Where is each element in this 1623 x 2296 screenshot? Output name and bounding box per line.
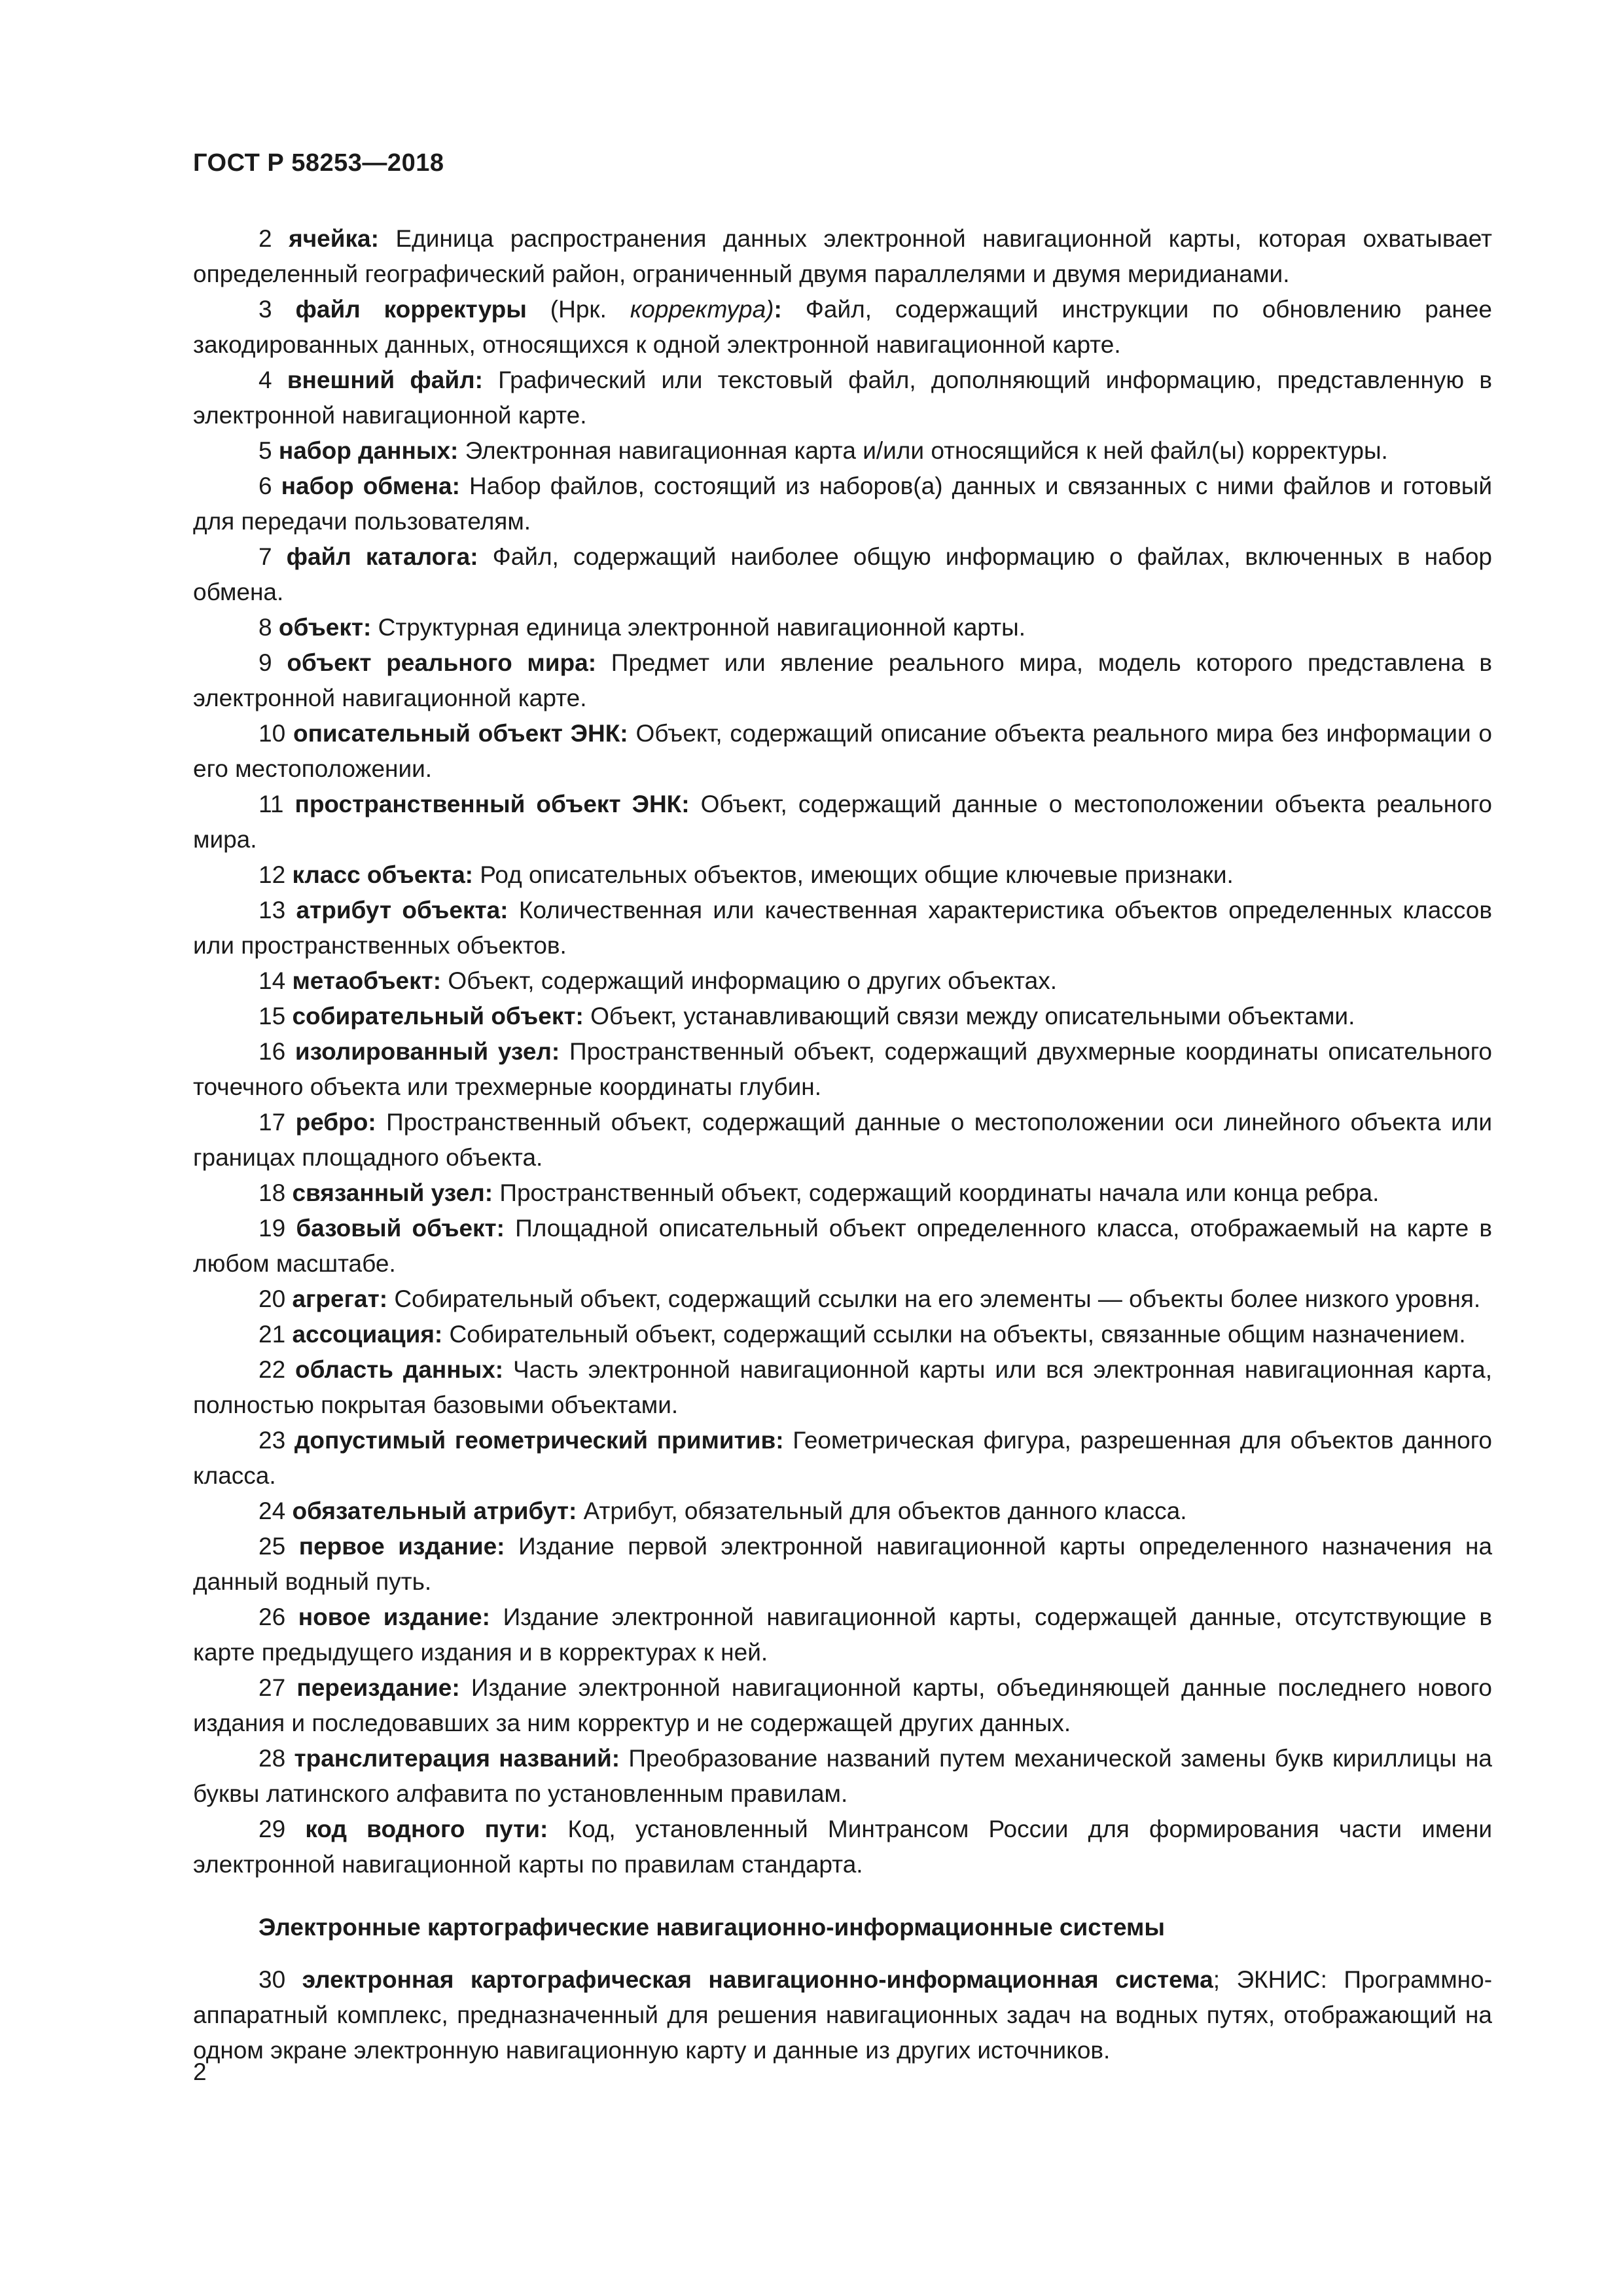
definition-text: Собирательный объект, содержащий ссылки на объекты, связанные общим назначением. — [449, 1321, 1466, 1348]
definition-text: Издание первой электронной навигационной карты определенного назначения на данный водный путь. — [193, 1533, 1493, 1595]
definition-item — [193, 363, 1492, 433]
definition-number: 22 — [259, 1356, 286, 1383]
definition-term: базовый объект: — [296, 1215, 505, 1242]
definition-term: метаобъект: — [292, 967, 442, 994]
definition-number: 2 — [259, 225, 272, 252]
definition-text: Программно-аппаратный комплекс, предназначенный для решения навигационных задач на водных путях, отображающий на одном экране электронную навигационную карту и данные из других источников. — [193, 1966, 1493, 2064]
definition-text: Пространственный объект, содержащий двухмерные координаты описательного точечного объекта или трехмерные координаты глубин. — [193, 1038, 1492, 1100]
document-body — [193, 221, 1492, 2068]
definition-text: Собирательный объект, содержащий ссылки на его элементы — объекты более низкого уровня. — [394, 1285, 1481, 1312]
definition-number: 29 — [259, 1816, 286, 1842]
definition-text: Площадной описательный объект определенного класса, отображаемый на карте в любом масштабе. — [193, 1215, 1492, 1277]
definition-number: 3 — [259, 296, 272, 323]
definition-term: набор обмена: — [281, 473, 460, 499]
definition-term: набор данных: — [278, 437, 459, 464]
definition-number: 15 — [259, 1003, 286, 1030]
definition-number: 26 — [259, 1604, 286, 1630]
definition-number: 14 — [259, 967, 286, 994]
definition-number: 23 — [259, 1427, 286, 1454]
definition-text: Код, установленный Минтрансом России для формирования части имени электронной навигационной карты по правилам стандарта. — [193, 1816, 1492, 1878]
definition-number: 28 — [259, 1745, 286, 1772]
definition-term: новое издание: — [298, 1604, 490, 1630]
definition-number: 16 — [259, 1038, 286, 1065]
definition-term: агрегат: — [292, 1285, 388, 1312]
definition-term: объект: — [278, 614, 372, 641]
definition-number: 27 — [259, 1674, 286, 1701]
definition-term-suffix: : — [774, 296, 782, 323]
definition-number: 17 — [259, 1109, 286, 1136]
definition-note-italic: корректура) — [630, 296, 774, 323]
definition-term: пространственный объект ЭНК: — [294, 791, 690, 817]
definition-term: ячейка: — [289, 225, 379, 252]
definition-text: Объект, содержащий данные о местоположении объекта реального мира. — [193, 791, 1492, 853]
definition-item — [193, 893, 1492, 963]
definition-item — [193, 645, 1492, 716]
definition-text: Атрибут, обязательный для объектов данного класса. — [583, 1498, 1187, 1524]
definition-text: Электронная навигационная карта и/или относящийся к ней файл(ы) корректуры. — [465, 437, 1388, 464]
definition-number: 10 — [259, 720, 286, 747]
definition-item — [193, 1600, 1492, 1670]
definition-term: объект реального мира: — [287, 649, 597, 676]
definition-text: Предмет или явление реального мира, модель которого представлена в электронной навигационной карте. — [193, 649, 1493, 711]
definition-text: Структурная единица электронной навигационной карты. — [378, 614, 1026, 641]
definition-number: 5 — [259, 437, 272, 464]
definition-number: 4 — [259, 367, 272, 393]
definition-number: 13 — [259, 897, 286, 924]
definition-term: внешний файл: — [287, 367, 483, 393]
definition-text: Издание электронной навигационной карты, объединяющей данные последнего нового издания и последовавших за ним корректур и не содержащей других данных. — [193, 1674, 1492, 1736]
definition-number: 6 — [259, 473, 272, 499]
definition-item — [193, 963, 1492, 999]
definition-text: Преобразование названий путем механической замены букв кириллицы на буквы латинского алфавита по установленным правилам. — [193, 1745, 1493, 1807]
definition-number: 18 — [259, 1179, 286, 1206]
definition-term: файл каталога: — [286, 543, 478, 570]
definition-item — [193, 1741, 1492, 1812]
definition-item — [193, 857, 1492, 893]
definition-term: собирательный объект: — [292, 1003, 584, 1030]
definition-term: код водного пути: — [305, 1816, 548, 1842]
definition-term: описательный объект ЭНК: — [293, 720, 628, 747]
definition-number: 25 — [259, 1533, 286, 1560]
definition-number: 8 — [259, 614, 272, 641]
definition-text: Единица распространения данных электронной навигационной карты, которая охватывает определенный географический район, ограниченный двумя параллелями и двумя меридианами. — [193, 225, 1492, 287]
definition-text: Часть электронной навигационной карты или вся электронная навигационная карта, полностью покрытая базовыми объектами. — [193, 1356, 1492, 1418]
definition-text: Файл, содержащий инструкции по обновлению ранее закодированных данных, относящихся к одной электронной навигационной карте. — [193, 296, 1492, 358]
definition-item — [193, 1282, 1492, 1317]
definition-term: допустимый геометрический примитив: — [294, 1427, 784, 1454]
definition-text: Объект, содержащий информацию о других объектах. — [448, 967, 1058, 994]
definition-term: ассоциация: — [292, 1321, 443, 1348]
definition-text: Пространственный объект, содержащий координаты начала или конца ребра. — [499, 1179, 1380, 1206]
definition-item — [193, 221, 1492, 292]
definition-number: 24 — [259, 1498, 286, 1524]
definition-text: Количественная или качественная характеристика объектов определенных классов или пространственных объектов. — [193, 897, 1492, 959]
definition-item — [193, 787, 1492, 857]
definition-number: 19 — [259, 1215, 286, 1242]
definition-abbrev: ; ЭКНИС: — [1213, 1966, 1327, 1993]
definition-text: Издание электронной навигационной карты, содержащей данные, отсутствующие в карте предыдущего издания и в корректурах к ней. — [193, 1604, 1492, 1666]
definition-item — [193, 1034, 1492, 1105]
definition-term: ребро: — [295, 1109, 376, 1136]
definition-item — [193, 1423, 1492, 1494]
definition-term: связанный узел: — [292, 1179, 493, 1206]
definition-item — [193, 539, 1492, 610]
definition-item — [193, 999, 1492, 1034]
definition-number: 12 — [259, 861, 286, 888]
definition-note: (Нрк. — [526, 296, 630, 323]
definition-item — [193, 1211, 1492, 1282]
definition-item — [193, 1352, 1492, 1423]
definition-term: изолированный узел: — [294, 1038, 560, 1065]
definition-text: Объект, устанавливающий связи между описательными объектами. — [590, 1003, 1355, 1030]
definition-term: электронная картографическая навигационно-информационная система — [302, 1966, 1213, 1993]
definition-text: Геометрическая фигура, разрешенная для объектов данного класса. — [193, 1427, 1492, 1489]
definition-number: 30 — [259, 1966, 286, 1993]
definition-text: Файл, содержащий наиболее общую информацию о файлах, включенных в набор обмена. — [193, 543, 1492, 605]
definition-item — [193, 1105, 1492, 1175]
definition-term: файл корректуры — [295, 296, 527, 323]
definition-item — [193, 292, 1492, 363]
definition-text: Род описательных объектов, имеющих общие ключевые признаки. — [480, 861, 1234, 888]
document-header: ГОСТ Р 58253—2018 — [193, 149, 444, 177]
definition-text: Объект, содержащий описание объекта реального мира без информации о его местоположении. — [193, 720, 1493, 782]
definition-item — [193, 610, 1492, 645]
definition-text: Набор файлов, состоящий из наборов(а) данных и связанных с ними файлов и готовый для передачи пользователям. — [193, 473, 1493, 535]
definition-item — [193, 433, 1492, 469]
definition-term: обязательный атрибут: — [292, 1498, 577, 1524]
definition-item — [193, 1962, 1492, 2068]
definition-term: транслитерация названий: — [294, 1745, 620, 1772]
definition-item — [193, 469, 1492, 539]
definition-term: область данных: — [294, 1356, 504, 1383]
definition-term: переиздание: — [296, 1674, 460, 1701]
definition-item — [193, 716, 1492, 787]
definition-item — [193, 1175, 1492, 1211]
definition-term: класс объекта: — [292, 861, 473, 888]
definition-number: 21 — [259, 1321, 286, 1348]
definition-number: 11 — [259, 791, 284, 817]
definition-number: 9 — [259, 649, 272, 676]
definition-term: первое издание: — [298, 1533, 505, 1560]
definition-text: Графический или текстовый файл, дополняющий информацию, представленную в электронной навигационной карте. — [193, 367, 1493, 429]
definition-item — [193, 1670, 1492, 1741]
definition-item — [193, 1317, 1492, 1352]
definition-item — [193, 1494, 1492, 1529]
definition-number: 7 — [259, 543, 272, 570]
definition-item — [193, 1529, 1492, 1600]
definition-text: Пространственный объект, содержащий данные о местоположении оси линейного объекта или границах площадного объекта. — [193, 1109, 1492, 1171]
definition-item — [193, 1812, 1492, 1882]
page-number: 2 — [193, 2058, 207, 2085]
definitions-list — [193, 221, 1492, 1882]
definition-term: атрибут объекта: — [296, 897, 508, 924]
definition-number: 20 — [259, 1285, 286, 1312]
subsection-title: Электронные картографические навигационно-информационные системы — [259, 1914, 1166, 1941]
